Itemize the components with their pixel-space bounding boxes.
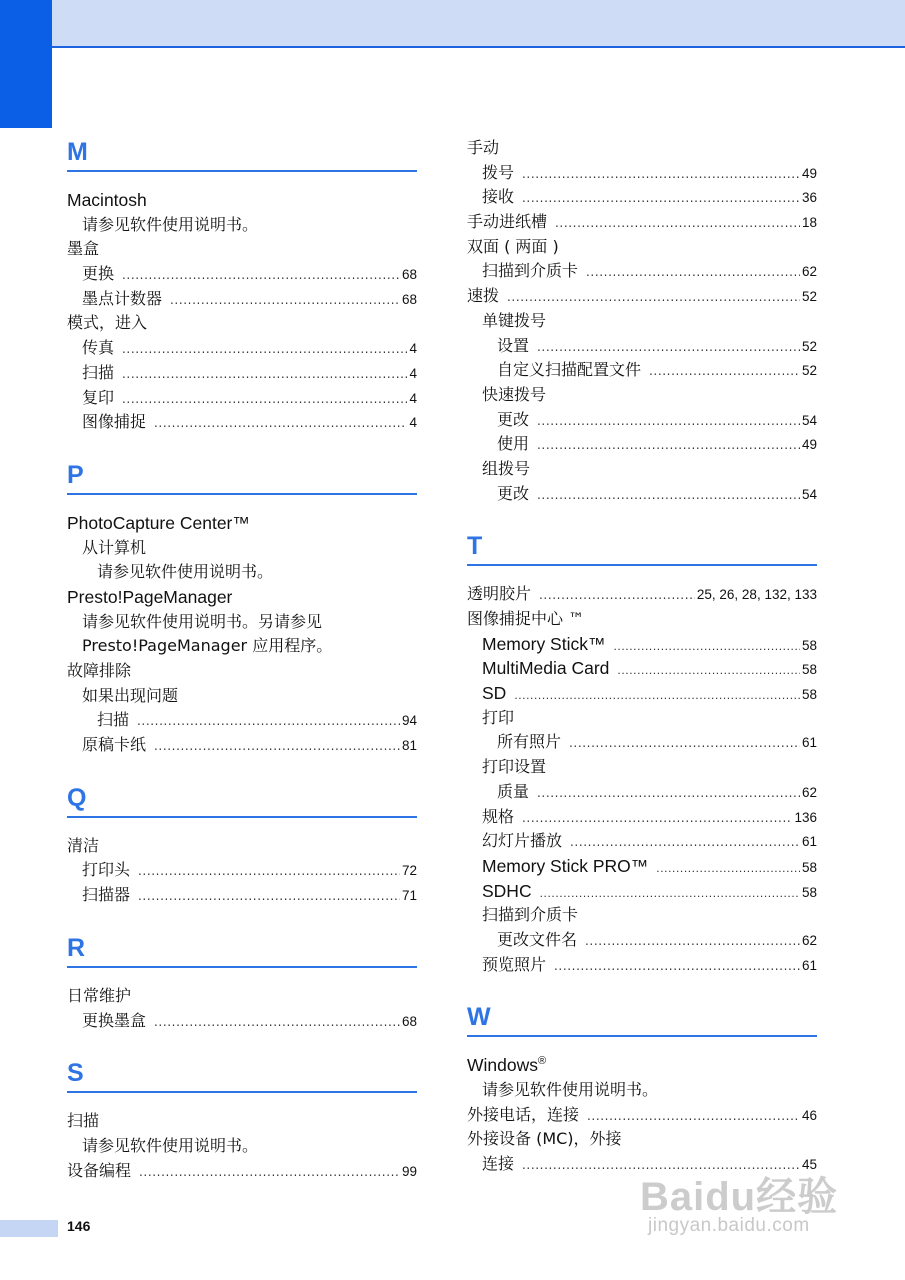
index-entry: 速拨 ..... 52 — [467, 284, 817, 309]
index-entry: 透明胶片 ..... 25, 26, 28, 132, 133 — [467, 582, 817, 607]
page-ref: 54 — [801, 412, 817, 428]
index-entry: 组拨号 — [482, 458, 531, 478]
index-entry: 接收 ..... 36 — [467, 185, 817, 210]
page-ref: 54 — [801, 486, 817, 502]
page-ref: 4 — [409, 390, 417, 406]
page-ref: 45 — [801, 1157, 817, 1173]
page-ref: 52 — [801, 289, 817, 305]
page-ref: 72 — [401, 863, 417, 879]
header-rule — [52, 46, 905, 48]
index-entry: Macintosh — [67, 190, 147, 210]
header-band — [0, 0, 905, 46]
page-ref: 36 — [801, 190, 817, 206]
page-ref: 62 — [801, 784, 817, 800]
page-ref: 71 — [401, 888, 417, 904]
page-ref: 68 — [401, 267, 417, 283]
index-entry: Presto!PageManager 应用程序。 — [82, 636, 333, 656]
section-header-m — [67, 136, 417, 174]
index-entry: 模式，进入 — [67, 313, 148, 333]
index-entry: 打印设置 — [482, 757, 547, 777]
page-ref: 58 — [801, 859, 817, 875]
index-entry: 快速拨号 — [482, 384, 547, 404]
index-entry: 扫描到介质卡 ..... 62 — [467, 259, 817, 284]
index-entry: SD ..... 58 — [467, 681, 817, 706]
index-entry: 自定义扫描配置文件 ..... 52 — [467, 358, 817, 383]
page-ref: 58 — [801, 687, 817, 703]
page-number: 146 — [67, 1218, 91, 1234]
index-entry: 图像捕捉中心 ™ — [467, 609, 585, 628]
page-ref: 4 — [409, 415, 417, 431]
index-column-right — [467, 136, 817, 1177]
section-rule — [467, 564, 817, 566]
section-rule — [67, 966, 417, 968]
page-ref: 58 — [801, 662, 817, 678]
page-ref: 49 — [801, 165, 817, 181]
section-letter: P — [67, 460, 84, 489]
index-entry: 更换 ..... 68 — [67, 262, 417, 287]
index-entry: 扫描 ..... 4 — [67, 361, 417, 386]
index-entry: 请参见软件使用说明书。另请参见 — [82, 611, 323, 631]
index-entry: 请参见软件使用说明书。 — [97, 562, 274, 582]
index-entry: 使用 ..... 49 — [467, 432, 817, 457]
page-ref: 62 — [801, 932, 817, 948]
page-ref: 94 — [401, 713, 417, 729]
watermark-logo: Baidu经验 — [640, 1175, 839, 1219]
page-ref: 81 — [401, 738, 417, 754]
index-entry: 故障排除 — [67, 661, 132, 680]
index-entry: 从计算机 — [82, 537, 147, 557]
index-entry: 打印头 ..... 72 — [67, 858, 417, 883]
watermark — [640, 1165, 870, 1245]
page-ref: 68 — [401, 1013, 417, 1029]
page-ref: 68 — [401, 291, 417, 307]
index-entry: 质量 ..... 62 — [467, 780, 817, 805]
index-entry: Memory Stick PRO™ ..... 58 — [467, 854, 817, 879]
index-entry: MultiMedia Card ..... 58 — [467, 656, 817, 681]
index-entry: 单键拨号 — [482, 310, 547, 330]
section-rule — [67, 493, 417, 495]
index-entry: 设置 ..... 52 — [467, 334, 817, 359]
index-entry: 双面 ( 两面 ) — [467, 236, 559, 256]
index-entry: Presto!PageManager — [67, 586, 233, 607]
index-entry: 墨盒 — [67, 239, 100, 259]
page-ref: 58 — [801, 884, 817, 900]
page-ref: 52 — [801, 338, 817, 354]
index-entry: 打印 — [482, 707, 515, 727]
index-entry: 手动 — [467, 138, 500, 157]
index-entry: 更改文件名 ..... 62 — [467, 928, 817, 953]
section-header-q — [67, 782, 417, 820]
section-header-t — [467, 530, 817, 568]
index-entry: 扫描 — [67, 1111, 100, 1131]
index-entry: 原稿卡纸 ..... 81 — [67, 733, 417, 758]
index-entry: 复印 ..... 4 — [67, 386, 417, 411]
index-entry: 传真 ..... 4 — [67, 336, 417, 361]
index-entry: 幻灯片播放 ..... 61 — [467, 829, 817, 854]
chapter-tab — [0, 0, 52, 128]
section-rule — [67, 170, 417, 172]
index-column-left — [67, 136, 417, 1183]
page-ref: 99 — [401, 1163, 417, 1179]
index-entry: 设备编程 ..... 99 — [67, 1159, 417, 1184]
section-letter: S — [67, 1059, 84, 1088]
section-rule — [467, 1035, 817, 1037]
index-entry: 手动进纸槽 ..... 18 — [467, 210, 817, 235]
section-letter: W — [467, 1003, 491, 1032]
index-entry: Windows® — [467, 1055, 547, 1076]
index-entry: 图像捕捉 ..... 4 — [67, 410, 417, 435]
page-ref: 49 — [801, 437, 817, 453]
section-header-r — [67, 932, 417, 970]
page-ref: 136 — [794, 809, 817, 825]
index-entry: 规格 ..... 136 — [467, 805, 817, 830]
index-entry: 外接电话，连接 ..... 46 — [467, 1103, 817, 1128]
section-rule — [67, 1091, 417, 1093]
index-entry: 清洁 — [67, 835, 100, 855]
index-entry: 所有照片 ..... 61 — [467, 730, 817, 755]
index-entry: 日常维护 — [67, 985, 132, 1005]
page-ref: 25, 26, 28, 132, 133 — [696, 587, 817, 603]
page-ref: 61 — [801, 735, 817, 751]
index-entry: 更换墨盒 ..... 68 — [67, 1009, 417, 1034]
page-ref: 61 — [801, 834, 817, 850]
page-ref: 18 — [801, 215, 817, 231]
section-letter: Q — [67, 783, 87, 812]
page-ref: 58 — [801, 637, 817, 653]
section-header-s — [67, 1057, 417, 1095]
index-entry: 请参见软件使用说明书。 — [482, 1080, 659, 1099]
page-ref: 61 — [801, 957, 817, 973]
section-letter: M — [67, 138, 88, 166]
section-header-p — [67, 459, 417, 497]
index-entry: 预览照片 ..... 61 — [467, 953, 817, 978]
index-entry: 墨点计数器 ..... 68 — [67, 287, 417, 312]
index-entry: 连接 ..... 45 — [467, 1152, 817, 1177]
index-entry: 扫描器 ..... 71 — [67, 883, 417, 908]
index-entry: Memory Stick™ ..... 58 — [467, 632, 817, 657]
section-letter: T — [467, 532, 483, 561]
page-ref: 62 — [801, 264, 817, 280]
watermark-url: jingyan.baidu.com — [648, 1215, 810, 1236]
section-rule — [67, 816, 417, 818]
index-entry: SDHC ..... 58 — [467, 879, 817, 904]
index-entry: 更改 ..... 54 — [467, 482, 817, 507]
index-entry: 扫描 ..... 94 — [67, 708, 417, 733]
footer-bar — [0, 1220, 58, 1237]
page-ref: 4 — [409, 341, 417, 357]
index-entry: 请参见软件使用说明书。 — [82, 214, 259, 234]
index-entry: 如果出现问题 — [82, 685, 179, 705]
page-ref: 46 — [801, 1107, 817, 1123]
index-entry: 更改 ..... 54 — [467, 408, 817, 433]
page-ref: 52 — [801, 363, 817, 379]
index-entry: 请参见软件使用说明书。 — [82, 1135, 259, 1155]
section-header-w — [467, 1001, 817, 1039]
index-entry: 外接设备 (MC)，外接 — [467, 1129, 622, 1149]
index-entry: 扫描到介质卡 — [482, 905, 579, 925]
index-entry: PhotoCapture Center™ — [67, 512, 250, 533]
page-ref: 4 — [409, 365, 417, 381]
index-entry: 拨号 ..... 49 — [467, 161, 817, 186]
section-letter: R — [67, 933, 86, 962]
